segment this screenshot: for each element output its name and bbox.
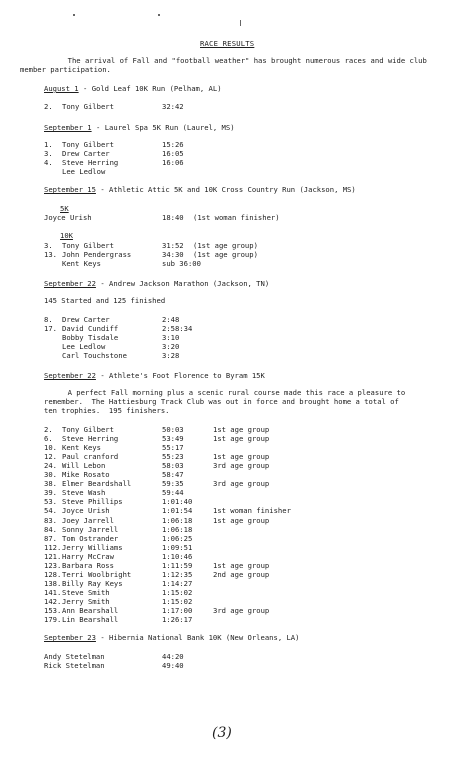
result-time: 53:49 [162,434,184,444]
race-date: September 15 [44,185,96,194]
result-place: 141. [44,587,62,597]
result-name: Bobby Tisdale [62,333,119,342]
result-name: Steve Smith [62,587,110,597]
race-description: remember. The Hattiesburg Track Club was out in force and brought home a total of [44,397,399,406]
result-name: Sonny Jarrell [62,524,119,534]
result-name: Drew Carter [62,315,110,324]
result-place: 4. [44,158,53,167]
result-time: 1:06:18 [162,524,193,534]
result-time: 59:44 [162,488,184,498]
result-name: Joyce Urish [62,506,110,516]
result-place: 153. [44,606,62,615]
result-note: 1st age group [213,560,270,570]
result-place: 128. [44,569,62,579]
result-time: 1:15:02 [162,587,193,597]
result-name: Mike Rosato [62,470,110,480]
result-name: Steve Herring [62,158,119,167]
result-note: 1st age group [213,515,270,525]
result-place: 13. [44,250,57,259]
result-place: 138. [44,578,62,588]
result-name: Lee Ledlow [62,342,106,351]
result-time: 58:47 [162,470,184,480]
result-time: 1:01:40 [162,497,193,507]
result-name: Steve Phillips [62,497,123,507]
race-name: - Gold Leaf 10K Run (Pelham, AL) [78,84,222,93]
result-name: Carl Touchstone [62,351,127,360]
scan-mark [240,20,241,26]
result-name: Tony Gilbert [62,241,114,250]
result-place: 142. [44,596,62,606]
race-description: ten trophies. 195 finishers. [44,406,170,415]
result-place: 53. [44,497,57,507]
result-note: 3rd age group [213,606,270,615]
result-note: 1st age group [213,452,270,462]
result-time: 1:09:51 [162,542,193,552]
race-name: - Athlete's Foot Florence to Byram 15K [96,371,265,380]
result-note: 1st woman finisher [213,506,291,516]
result-time: 3:20 [162,342,180,351]
race-name: - Athletic Attic 5K and 10K Cross Country Run (Jackson, MS) [96,185,356,194]
result-place: 17. [44,324,57,333]
page-number: (3) [212,725,232,741]
result-place: 2. [44,102,53,111]
result-note: 3rd age group [213,479,270,489]
race-date: September 1 [44,123,92,132]
result-name: Drew Carter [62,149,110,158]
result-time: 58:03 [162,461,184,471]
result-name: Kent Keys [62,259,101,268]
result-place: 30. [44,470,57,480]
result-time: 1:11:59 [162,560,193,570]
result-note: 1st age group [213,434,270,444]
result-name: Kent Keys [62,443,101,453]
result-time: 1:01:54 [162,506,193,516]
result-place: 24. [44,461,57,471]
result-time: 55:23 [162,452,184,462]
result-name: Tony Gilbert [62,140,114,149]
result-place: 83. [44,515,57,525]
result-time: 1:10:46 [162,551,193,561]
race-date: September 22 [44,371,96,380]
result-time: 3:10 [162,333,180,342]
result-time: 49:40 [162,661,184,670]
intro-line: The arrival of Fall and "football weather" has brought numerous races and wide club [46,56,427,65]
subsection-label: 5K [60,204,69,213]
result-time: 1:15:02 [162,596,193,606]
race-date: August 1 [44,84,79,93]
result-place: 54. [44,506,57,516]
race-summary: 145 Started and 125 finished [44,296,166,305]
result-time: 31:52 [162,241,184,250]
result-time: 1:26:17 [162,615,193,625]
result-name: Paul cranford [62,452,119,462]
result-time: 34:30 [162,250,184,259]
result-name: Steve Wash [62,488,106,498]
result-time: 1:06:18 [162,515,193,525]
result-note: 1st age group [213,425,270,434]
result-name: Joyce Urish [44,213,92,222]
result-place: 3. [44,241,53,250]
result-name: Lin Bearshall [62,615,119,625]
result-place: 123. [44,560,62,570]
result-place: 6. [44,434,53,444]
result-place: 3. [44,149,53,158]
scan-mark [158,14,160,16]
result-time: 1:14:27 [162,578,193,588]
result-note: (1st age group) [193,241,258,250]
result-time: 16:06 [162,158,184,167]
result-time: 15:26 [162,140,184,149]
result-time: 1:12:35 [162,569,193,579]
result-time: 2:48 [162,315,180,324]
result-time: 18:40 [162,213,184,222]
result-note: (1st woman finisher) [193,213,280,222]
race-description: A perfect Fall morning plus a scenic rural course made this race a pleasure to [46,388,406,397]
result-time: 3:28 [162,351,180,360]
result-name: David Cundiff [62,324,119,333]
result-place: 38. [44,479,57,489]
subsection-label: 10K [60,231,73,240]
result-name: Jerry Smith [62,596,110,606]
result-name: Tom Ostrander [62,533,119,543]
result-place: 1. [44,140,53,149]
result-name: Andy Stetelman [44,652,105,661]
result-place: 84. [44,524,57,534]
page-title: RACE RESULTS [200,39,255,48]
result-name: Billy Ray Keys [62,578,123,588]
result-time: 16:05 [162,149,184,158]
result-name: Terri Woolbright [62,569,132,579]
race-date: September 22 [44,279,96,288]
result-time: 1:17:00 [162,606,193,615]
race-date: September 23 [44,633,96,642]
result-place: 87. [44,533,57,543]
intro-line: member participation. [20,65,111,74]
result-note: (1st age group) [193,250,258,259]
result-place: 121. [44,551,62,561]
result-place: 39. [44,488,57,498]
scan-mark [73,14,75,16]
result-place: 8. [44,315,53,324]
result-time: 32:42 [162,102,184,111]
result-place: 112. [44,542,62,552]
result-name: Ann Bearshall [62,606,119,615]
result-time: 59:35 [162,479,184,489]
result-name: Joey Jarrell [62,515,114,525]
result-time: 2:58:34 [162,324,193,333]
result-time: 44:20 [162,652,184,661]
result-name: Rick Stetelman [44,661,105,670]
race-name: - Hibernia National Bank 10K (New Orleans, LA) [96,633,300,642]
result-time: 55:17 [162,443,184,453]
result-place: 2. [44,425,53,434]
race-name: - Laurel Spa 5K Run (Laurel, MS) [91,123,235,132]
result-place: 179. [44,615,62,625]
result-name: Lee Ledlow [62,167,106,176]
result-time: 1:06:25 [162,533,193,543]
result-name: Tony Gilbert [62,425,114,434]
result-place: 12. [44,452,57,462]
result-place: 10. [44,443,57,453]
result-name: Tony Gilbert [62,102,114,111]
result-name: Jerry Williams [62,542,123,552]
result-time: 50:03 [162,425,184,434]
result-name: Harry McCraw [62,551,114,561]
result-name: Steve Herring [62,434,119,444]
result-note: 2nd age group [213,569,270,579]
race-name: - Andrew Jackson Marathon (Jackson, TN) [96,279,270,288]
result-note: 3rd age group [213,461,270,471]
result-name: John Pendergrass [62,250,132,259]
result-name: Will Lebon [62,461,106,471]
result-time: sub 36:00 [162,259,201,268]
result-name: Elmer Beardshall [62,479,132,489]
result-name: Barbara Ross [62,560,114,570]
